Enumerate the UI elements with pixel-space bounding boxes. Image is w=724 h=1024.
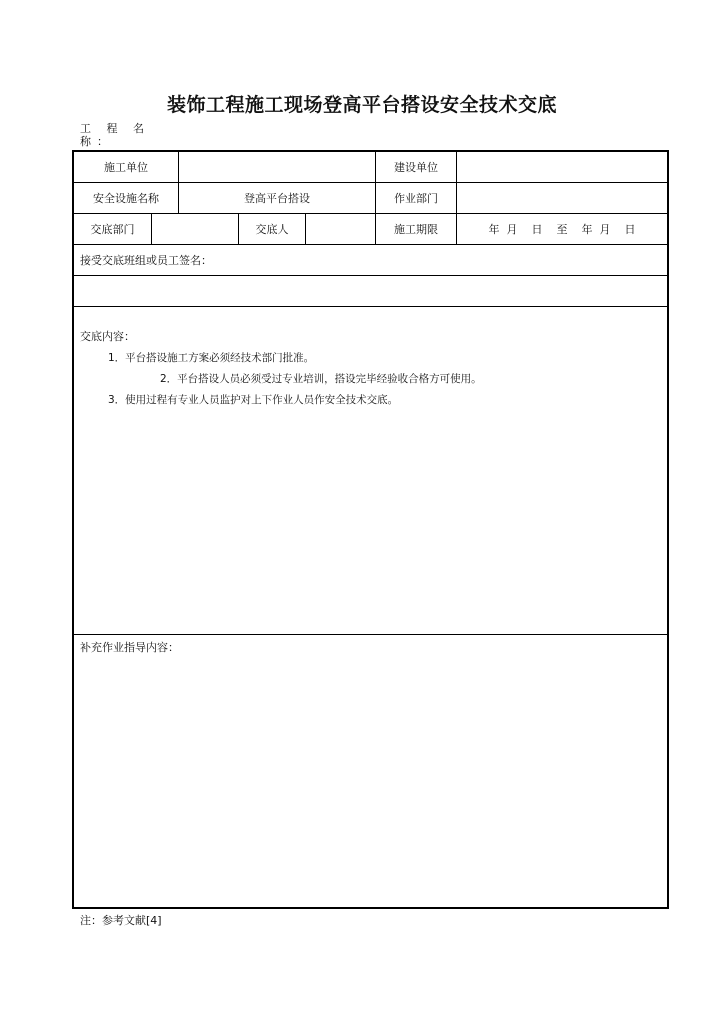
briefer-field[interactable] — [306, 214, 375, 244]
period-field[interactable]: 年 月 日 至 年 月 日 — [488, 223, 636, 236]
briefer-label: 交底人 — [255, 223, 289, 236]
signature-field[interactable] — [74, 276, 667, 306]
supplement-field[interactable] — [74, 657, 667, 897]
document-title: 装饰工程施工现场登高平台搭设安全技术交底 — [166, 94, 557, 116]
content-item: 3．使用过程有专业人员监护对上下作业人员作安全技术交底。 — [108, 394, 399, 406]
row-divider — [74, 306, 667, 307]
project-name-label: 工 程 名 称： — [80, 122, 150, 148]
row-divider — [74, 634, 667, 635]
briefing-dept-label: 交底部门 — [90, 223, 135, 236]
content-item: 2．平台搭设人员必须受过专业培训，搭设完毕经验收合格方可使用。 — [160, 373, 482, 385]
owner-unit-label: 建设单位 — [394, 161, 438, 174]
briefing-form — [72, 150, 669, 909]
supplement-label: 补充作业指导内容： — [80, 641, 179, 654]
content-item: 1．平台搭设施工方案必须经技术部门批准。 — [108, 352, 315, 364]
briefing-dept-field[interactable] — [152, 214, 238, 244]
facility-name-label: 安全设施名称 — [93, 192, 159, 205]
work-dept-label: 作业部门 — [394, 192, 438, 205]
construction-unit-label: 施工单位 — [104, 161, 148, 174]
footnote: 注：参考文献[4] — [80, 914, 162, 927]
period-label: 施工期限 — [394, 223, 438, 236]
signature-label: 接受交底班组或员工签名： — [80, 254, 212, 267]
work-dept-field[interactable] — [457, 183, 667, 213]
owner-unit-field[interactable] — [457, 152, 667, 182]
content-label: 交底内容： — [80, 330, 135, 343]
facility-name-field[interactable]: 登高平台搭设 — [244, 192, 310, 205]
construction-unit-field[interactable] — [179, 152, 375, 182]
